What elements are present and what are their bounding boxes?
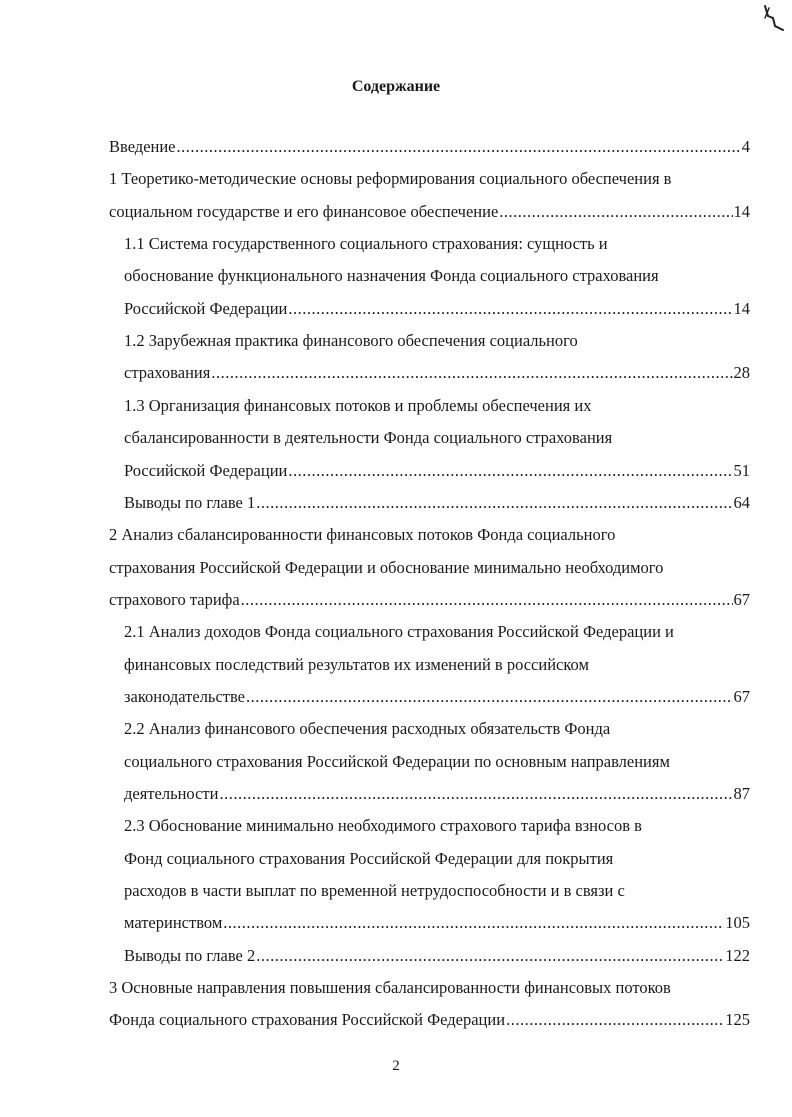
toc-entry-title: Выводы по главе 1 (124, 493, 256, 512)
toc-page-number: 125 (725, 1010, 750, 1029)
toc-entry-text: расходов в части выплат по временной нетрудоспособности и в связи с (124, 881, 625, 900)
toc-entry-text: 2.2 Анализ финансового обеспечения расходных обязательств Фонда (124, 719, 611, 738)
toc-entry[interactable] (124, 910, 750, 936)
toc-entry[interactable] (124, 490, 750, 516)
toc-entry-text: социального страхования Российской Федерации по основным направлениям (124, 752, 670, 771)
toc-entry[interactable] (109, 134, 750, 160)
toc-entry-text: сбалансированности в деятельности Фонда социального страхования (124, 428, 613, 447)
toc-entry-text: финансовых последствий результатов их изменений в российском (124, 655, 589, 674)
page-title: Содержание (351, 78, 441, 95)
toc-entry-text: Фонд социального страхования Российской Федерации для покрытия (124, 849, 614, 868)
dot-leader (288, 458, 732, 484)
toc-entry-text: 2.3 Обоснование минимально необходимого страхового тарифа взносов в (124, 816, 642, 835)
toc-entry-title: Выводы по главе 2 (124, 946, 256, 965)
toc-page-number: 51 (733, 461, 750, 480)
toc-entry-title: социальном государстве и его финансовое обеспечение (109, 202, 499, 221)
dot-leader (499, 199, 732, 225)
toc-entry-title: деятельности (124, 784, 219, 803)
dot-leader (219, 781, 732, 807)
toc-entry[interactable] (124, 296, 750, 322)
toc-entry-text: 1.3 Организация финансовых потоков и проблемы обеспечения их (124, 396, 592, 415)
toc-entry-title: Фонда социального страхования Российской Федерации (109, 1010, 506, 1029)
dot-leader (211, 360, 732, 386)
dot-leader (177, 134, 741, 160)
toc-page-number: 67 (733, 590, 750, 609)
toc-entry-title: материнством (124, 913, 223, 932)
dot-leader (506, 1007, 724, 1033)
toc-entry-title: Российской Федерации (124, 299, 288, 318)
toc-page-number: 28 (733, 363, 750, 382)
toc-entry-text: 1 Теоретико-методические основы реформирования социального обеспечения в (109, 169, 672, 188)
toc-entry-title: Введение (109, 137, 176, 156)
toc-entry-text: обоснование функционального назначения Фонда социального страхования (124, 266, 659, 285)
toc-entry[interactable] (124, 943, 750, 969)
toc-page-number: 14 (733, 299, 750, 318)
toc-entry[interactable] (109, 587, 750, 613)
toc-page-number: 14 (733, 202, 750, 221)
toc-entry[interactable] (124, 458, 750, 484)
toc-page-number: 122 (725, 946, 750, 965)
dot-leader (288, 296, 732, 322)
dot-leader (246, 684, 732, 710)
toc-entry[interactable] (109, 1007, 750, 1033)
pen-mark-icon (759, 4, 789, 34)
toc-entry-text: 2.1 Анализ доходов Фонда социального страхования Российской Федерации и (124, 622, 674, 641)
toc-page-number: 64 (733, 493, 750, 512)
dot-leader (256, 943, 724, 969)
toc-entry-title: страхового тарифа (109, 590, 240, 609)
toc-page-number: 105 (725, 913, 750, 932)
toc-entry-text: 1.1 Система государственного социального страхования: сущность и (124, 234, 608, 253)
toc-entry[interactable] (124, 781, 750, 807)
toc-entry-text: 3 Основные направления повышения сбалансированности финансовых потоков (109, 978, 671, 997)
toc-entry-title: Российской Федерации (124, 461, 288, 480)
dot-leader (256, 490, 732, 516)
dot-leader (223, 910, 724, 936)
toc-entry-title: страхования (124, 363, 211, 382)
page-number: 2 (392, 1058, 400, 1074)
toc-entry-text: 1.2 Зарубежная практика финансового обеспечения социального (124, 331, 578, 350)
toc-entry[interactable] (124, 684, 750, 710)
toc-page-number: 4 (741, 137, 750, 156)
toc-entry[interactable] (109, 199, 750, 225)
toc-page-number: 67 (733, 687, 750, 706)
toc-entry[interactable] (124, 360, 750, 386)
toc-page-number: 87 (733, 784, 750, 803)
dot-leader (241, 587, 733, 613)
toc-entry-text: 2 Анализ сбалансированности финансовых потоков Фонда социального (109, 525, 616, 544)
toc-entry-text: страхования Российской Федерации и обоснование минимально необходимого (109, 558, 664, 577)
toc-entry-title: законодательстве (124, 687, 246, 706)
